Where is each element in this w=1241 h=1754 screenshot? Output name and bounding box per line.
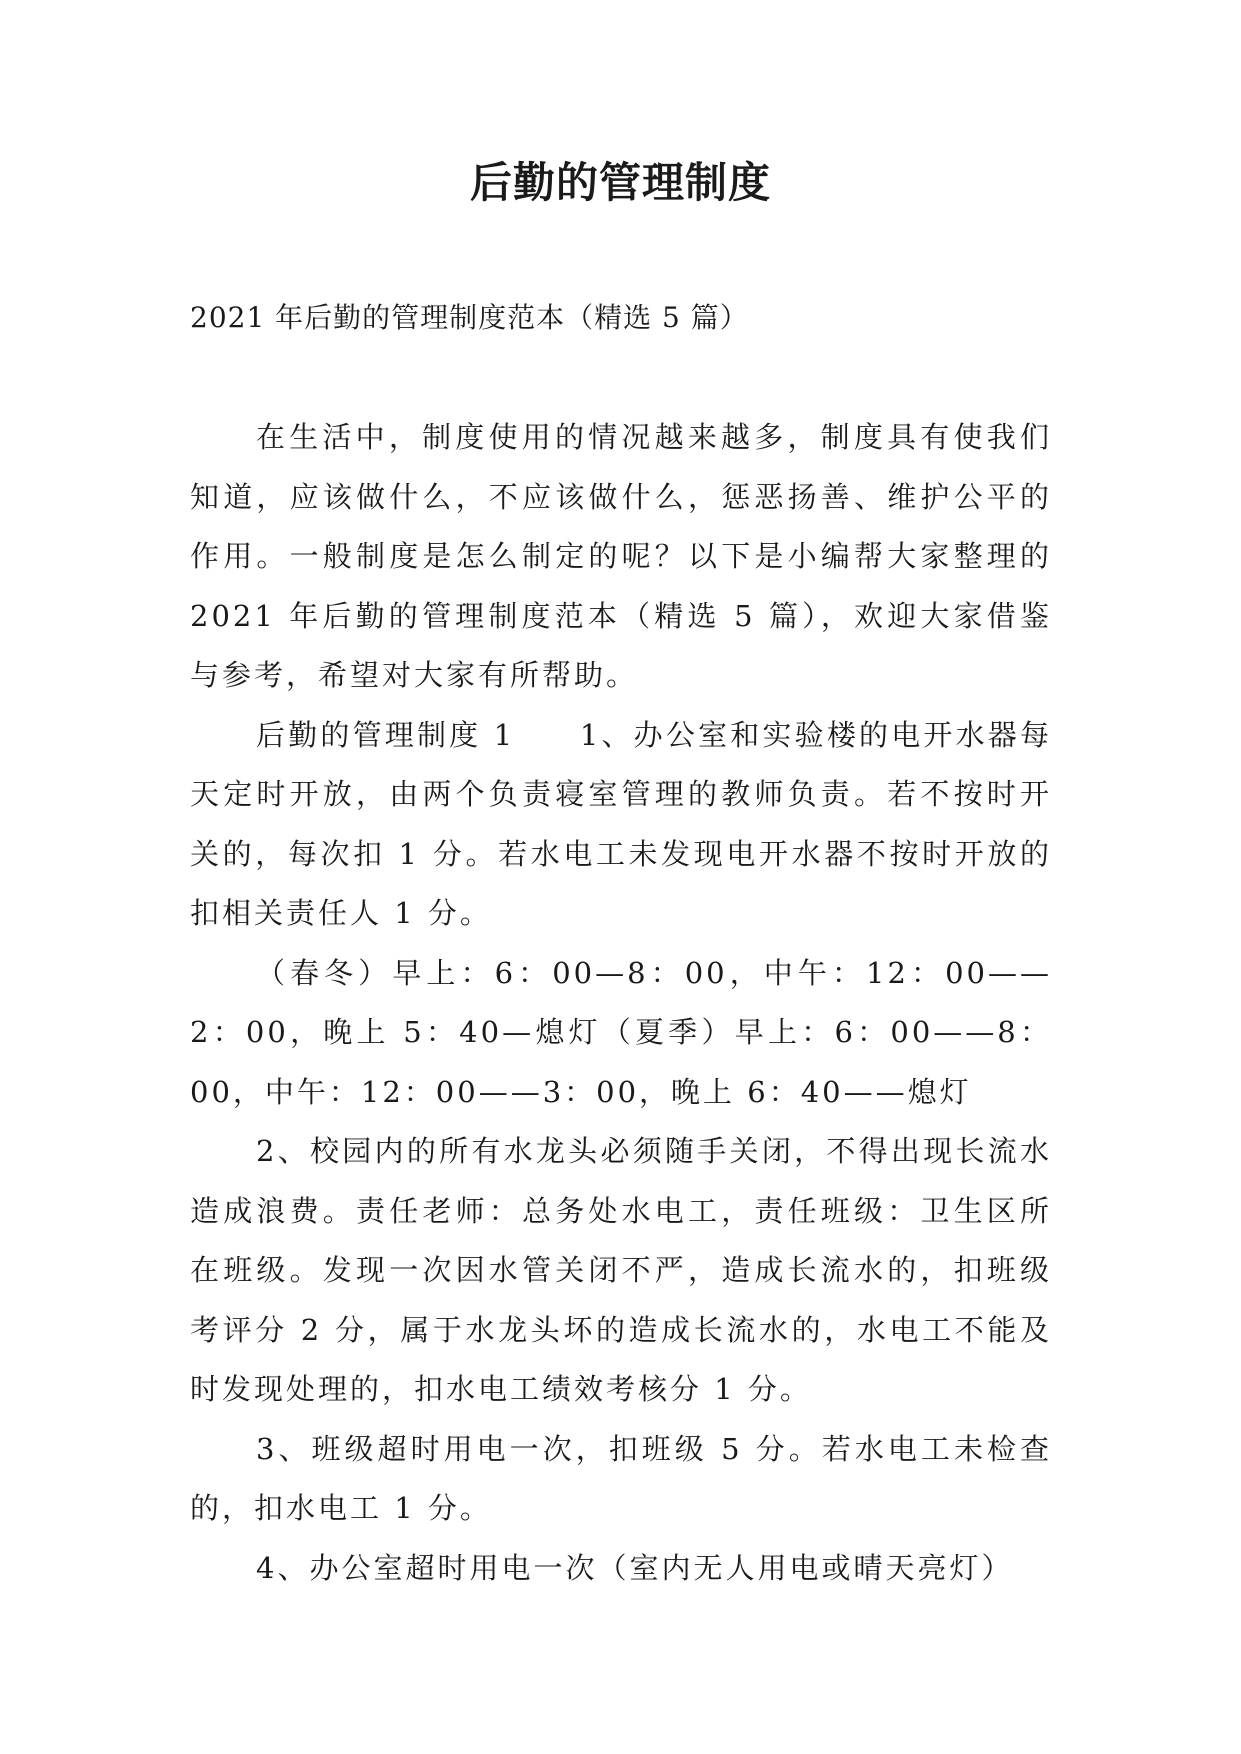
document-title: 后勤的管理制度	[469, 158, 771, 207]
intro-paragraph: 在生活中，制度使用的情况越来越多，制度具有使我们知道，应该做什么，不应该做什么，惩恶扬善、维护公平的作用。一般制度是怎么制定的呢？以下是小编帮大家整理的 2021 年后勤的管理制度范本（精选 5 篇），欢迎大家借鉴与参考，希望对大家有所帮助。	[190, 420, 1052, 692]
rule-1-paragraph: 后勤的管理制度 1 1、办公室和实验楼的电开水器每天定时开放，由两个负责寝室管理的教师负责。若不按时开关的，每次扣 1 分。若水电工未发现电开水器不按时开放的扣相关责任人 1 分。	[190, 717, 1052, 930]
document-subtitle: 2021 年后勤的管理制度范本（精选 5 篇）	[190, 301, 749, 334]
rule-2-paragraph: 2、校园内的所有水龙头必须随手关闭，不得出现长流水造成浪费。责任老师：总务处水电工，责任班级：卫生区所在班级。发现一次因水管关闭不严，造成长流水的，扣班级考评分 2 分，属于水龙头坏的造成长流水的，水电工不能及时发现处理的，扣水电工绩效考核分 1 分。	[190, 1134, 1052, 1406]
document-body	[190, 408, 1052, 1598]
rule-4-paragraph: 4、办公室超时用电一次（室内无人用电或晴天亮灯）	[256, 1550, 1014, 1585]
rule-3-paragraph: 3、班级超时用电一次，扣班级 5 分。若水电工未检查的，扣水电工 1 分。	[190, 1431, 1052, 1525]
schedule-paragraph: （春冬）早上：6：00—8：00，中午：12：00——2：00，晚上 5：40—熄灯（夏季）早上：6：00——8：00，中午：12：00——3：00，晚上 6：40——熄灯	[190, 955, 1052, 1109]
